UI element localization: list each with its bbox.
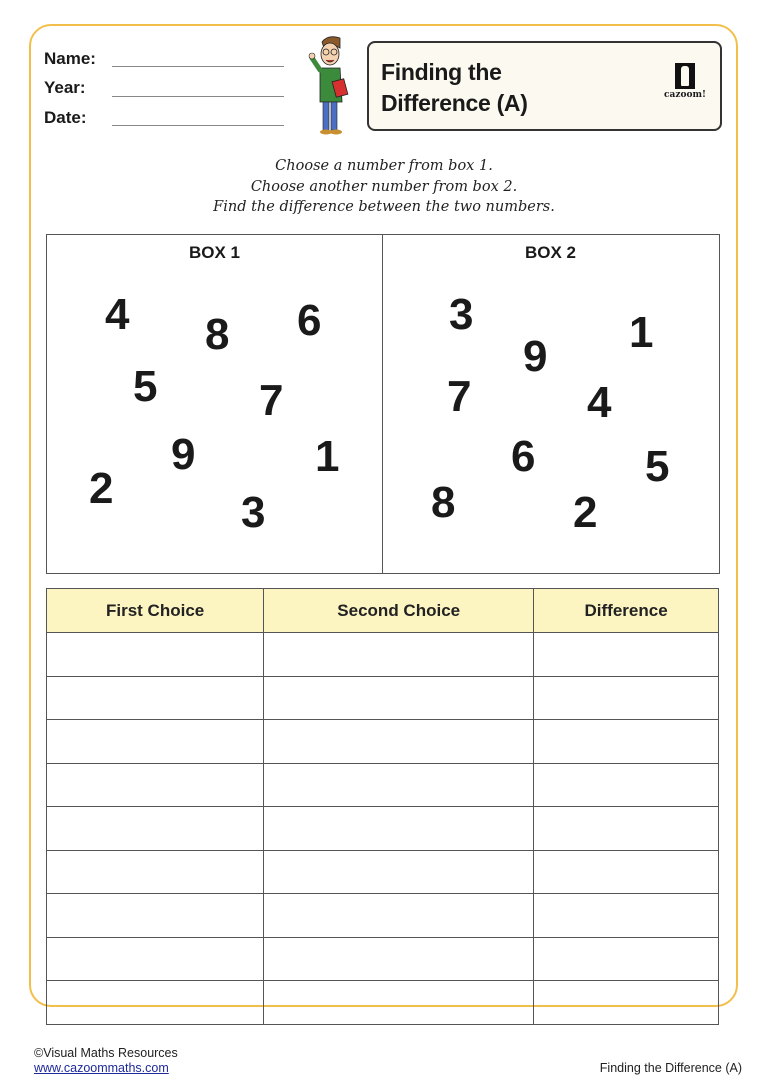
difference-cell[interactable] xyxy=(534,894,719,938)
difference-cell[interactable] xyxy=(534,676,719,720)
box2-number: 6 xyxy=(511,432,536,481)
box1-number: 8 xyxy=(205,310,230,359)
first-choice-cell[interactable] xyxy=(47,720,264,764)
difference-cell[interactable] xyxy=(534,981,719,1025)
cazoom-logo-icon xyxy=(675,63,695,89)
date-label: Date: xyxy=(44,108,87,127)
instruction-3: Find the difference between the two numbers. xyxy=(213,199,555,215)
cazoom-logo xyxy=(660,63,710,100)
worksheet-title xyxy=(381,57,528,119)
table-row xyxy=(47,807,719,851)
table-row xyxy=(47,676,719,720)
instructions xyxy=(0,156,768,218)
footer-title: Finding the Difference (A) xyxy=(599,1061,742,1075)
first-choice-cell[interactable] xyxy=(47,850,264,894)
box1-number: 7 xyxy=(259,376,284,425)
name-line[interactable] xyxy=(112,66,284,67)
second-choice-cell[interactable] xyxy=(264,763,534,807)
header-difference: Difference xyxy=(534,589,719,633)
box2-number: 1 xyxy=(629,308,654,357)
first-choice-cell[interactable] xyxy=(47,763,264,807)
box1-number: 1 xyxy=(315,432,340,481)
first-choice-cell[interactable] xyxy=(47,633,264,677)
box1-number: 5 xyxy=(133,362,158,411)
box1-number: 3 xyxy=(241,488,266,537)
box1-label: BOX 1 xyxy=(188,243,241,262)
first-choice-cell[interactable] xyxy=(47,676,264,720)
date-line[interactable] xyxy=(112,125,284,126)
second-choice-cell[interactable] xyxy=(264,981,534,1025)
table-header-row xyxy=(47,589,719,633)
teacher-character-icon xyxy=(306,34,356,136)
footer-left xyxy=(34,1046,178,1076)
box1-number: 4 xyxy=(105,290,130,339)
box2-number: 9 xyxy=(523,332,548,381)
copyright-text: ©Visual Maths Resources xyxy=(34,1046,178,1060)
website-link[interactable]: www.cazoommaths.com xyxy=(34,1061,169,1075)
logo-text: cazoom! xyxy=(664,90,706,100)
second-choice-cell[interactable] xyxy=(264,937,534,981)
box2-number: 4 xyxy=(587,378,612,427)
difference-cell[interactable] xyxy=(534,720,719,764)
difference-cell[interactable] xyxy=(534,937,719,981)
box2-number: 8 xyxy=(431,478,456,527)
title-line-1: Finding the xyxy=(381,59,502,85)
second-choice-cell[interactable] xyxy=(264,850,534,894)
second-choice-cell[interactable] xyxy=(264,633,534,677)
year-label: Year: xyxy=(44,78,86,97)
box2-number: 2 xyxy=(573,488,598,537)
box2-label: BOX 2 xyxy=(524,243,577,262)
box2 xyxy=(383,235,719,573)
header-second-choice: Second Choice xyxy=(264,589,534,633)
box1 xyxy=(47,235,382,573)
first-choice-cell[interactable] xyxy=(47,894,264,938)
box2-number: 7 xyxy=(447,372,472,421)
box2-number: 3 xyxy=(449,290,474,339)
title-box xyxy=(367,41,722,131)
difference-cell[interactable] xyxy=(534,633,719,677)
box1-number: 9 xyxy=(171,430,196,479)
table-row xyxy=(47,937,719,981)
second-choice-cell[interactable] xyxy=(264,676,534,720)
first-choice-cell[interactable] xyxy=(47,937,264,981)
table-row xyxy=(47,850,719,894)
table-row xyxy=(47,763,719,807)
instruction-2: Choose another number from box 2. xyxy=(250,178,518,195)
table-row xyxy=(47,720,719,764)
title-line-2: Difference (A) xyxy=(381,90,528,116)
box2-number: 5 xyxy=(645,442,670,491)
number-boxes xyxy=(46,234,720,574)
box1-number: 6 xyxy=(297,296,322,345)
table-row xyxy=(47,894,719,938)
difference-cell[interactable] xyxy=(534,763,719,807)
first-choice-cell[interactable] xyxy=(47,807,264,851)
name-label: Name: xyxy=(44,49,96,68)
difference-cell[interactable] xyxy=(534,807,719,851)
table-row xyxy=(47,981,719,1025)
box1-number: 2 xyxy=(89,464,114,513)
second-choice-cell[interactable] xyxy=(264,807,534,851)
answer-table xyxy=(46,588,719,1025)
table-row xyxy=(47,633,719,677)
second-choice-cell[interactable] xyxy=(264,894,534,938)
instruction-1: Choose a number from box 1. xyxy=(275,158,493,174)
second-choice-cell[interactable] xyxy=(264,720,534,764)
difference-cell[interactable] xyxy=(534,850,719,894)
year-line[interactable] xyxy=(112,96,284,97)
first-choice-cell[interactable] xyxy=(47,981,264,1025)
header-first-choice: First Choice xyxy=(47,589,264,633)
